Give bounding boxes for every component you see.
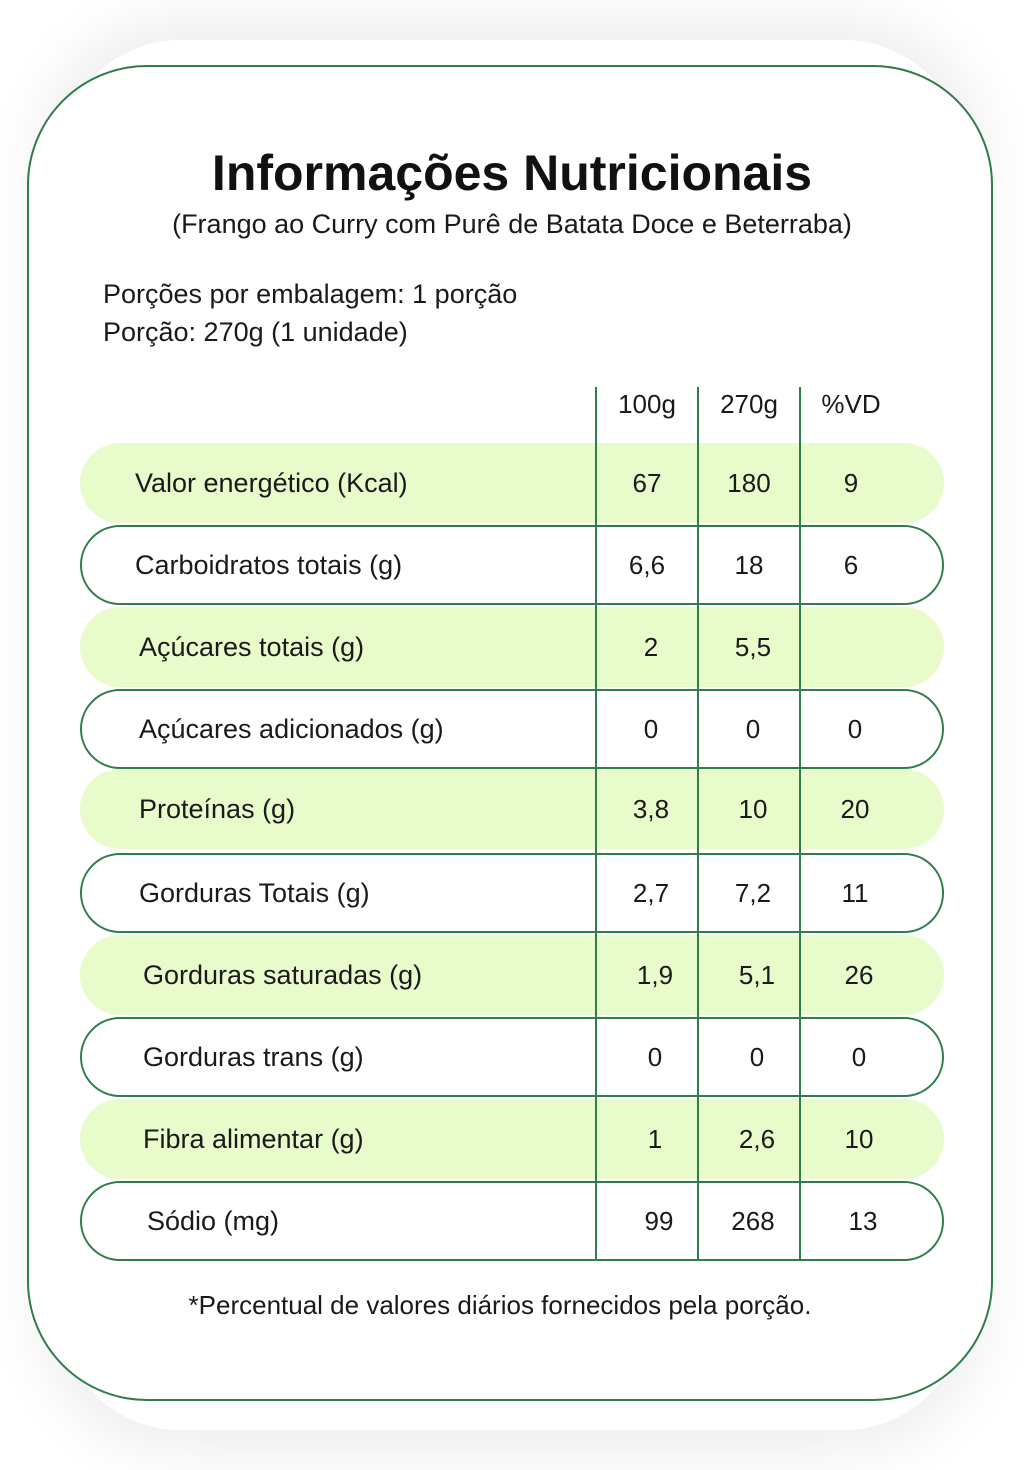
column-header-100g: 100g <box>618 389 676 419</box>
nutrient-label: Sódio (mg) <box>147 1206 280 1236</box>
column-divider <box>595 387 597 1261</box>
footnote: *Percentual de valores diários fornecidos pela porção. <box>188 1290 812 1320</box>
value-100g: 99 <box>644 1206 674 1236</box>
value-vd: 26 <box>844 960 874 990</box>
value-270g: 2,6 <box>738 1124 776 1154</box>
page-title: Informações Nutricionais <box>211 145 813 201</box>
serving-size: Porção: 270g (1 unidade) <box>103 317 408 347</box>
value-270g: 180 <box>727 468 771 498</box>
value-100g: 0 <box>643 714 659 744</box>
value-270g: 268 <box>731 1206 775 1236</box>
value-270g: 10 <box>738 794 768 824</box>
nutrient-label: Açúcares totais (g) <box>139 632 365 662</box>
value-vd: 20 <box>840 794 870 824</box>
value-270g: 5,5 <box>734 632 772 662</box>
value-100g: 1 <box>647 1124 663 1154</box>
nutrient-label: Proteínas (g) <box>139 794 296 824</box>
value-vd: 0 <box>851 1042 867 1072</box>
table-row <box>80 1017 944 1097</box>
table-row <box>80 853 944 933</box>
value-270g: 0 <box>745 714 761 744</box>
value-100g: 67 <box>632 468 662 498</box>
nutrient-label: Gorduras saturadas (g) <box>143 960 423 990</box>
table-row <box>80 1099 944 1179</box>
table-row <box>80 769 944 849</box>
value-vd: 0 <box>847 714 863 744</box>
value-vd: 11 <box>841 878 869 908</box>
value-vd: 6 <box>843 550 859 580</box>
servings-per-package: Porções por embalagem: 1 porção <box>103 279 518 309</box>
table-row <box>80 935 944 1015</box>
column-divider <box>697 387 699 1261</box>
value-100g: 1,9 <box>636 960 674 990</box>
value-vd: 10 <box>844 1124 874 1154</box>
nutrient-label: Gorduras trans (g) <box>143 1042 364 1072</box>
value-100g: 3,8 <box>632 794 670 824</box>
column-header-vd: %VD <box>821 389 881 419</box>
value-270g: 18 <box>734 550 764 580</box>
nutrient-label: Fibra alimentar (g) <box>143 1124 364 1154</box>
table-row <box>80 525 944 605</box>
value-100g: 2,7 <box>632 878 670 908</box>
value-270g: 7,2 <box>734 878 772 908</box>
column-divider <box>799 387 801 1261</box>
value-270g: 5,1 <box>738 960 776 990</box>
value-270g: 0 <box>749 1042 765 1072</box>
table-row <box>80 443 944 523</box>
table-row <box>80 607 944 687</box>
value-100g: 2 <box>643 632 659 662</box>
value-vd: 13 <box>848 1206 878 1236</box>
nutrient-label: Açúcares adicionados (g) <box>139 714 444 744</box>
nutrient-label: Valor energético (Kcal) <box>135 468 408 498</box>
table-row <box>80 689 944 769</box>
table-row <box>80 1181 944 1261</box>
value-100g: 6,6 <box>628 550 666 580</box>
value-vd: 9 <box>843 468 859 498</box>
nutrient-label: Gorduras Totais (g) <box>139 878 370 908</box>
value-100g: 0 <box>647 1042 663 1072</box>
nutrient-label: Carboidratos totais (g) <box>135 550 403 580</box>
product-subtitle: (Frango ao Curry com Purê de Batata Doce e Beterraba) <box>172 209 852 239</box>
column-header-270g: 270g <box>720 389 778 419</box>
